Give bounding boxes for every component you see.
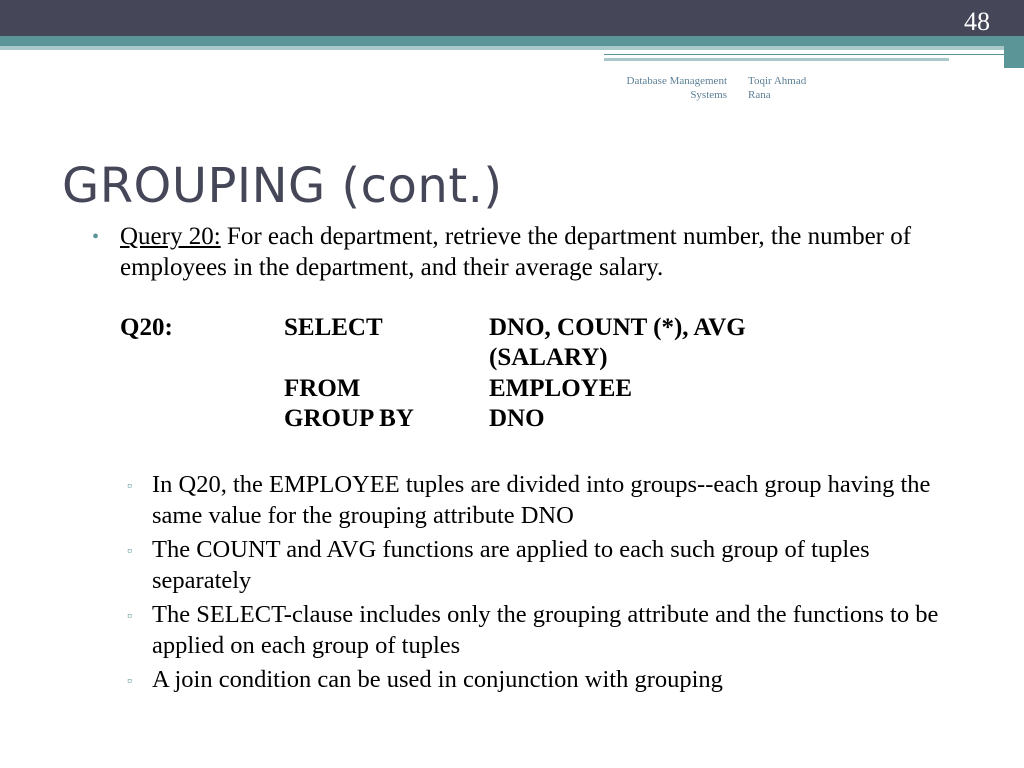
square-bullet-icon: ▫ xyxy=(127,479,132,494)
select-keyword: SELECT xyxy=(284,314,383,341)
sub-bullet-text: In Q20, the EMPLOYEE tuples are divided into groups--each group having the same value for the grouping attribute DNO xyxy=(152,471,931,529)
header-accent-stripe xyxy=(0,36,1024,46)
sub-bullet xyxy=(127,535,952,596)
groupby-value: DNO xyxy=(489,405,545,432)
square-bullet-icon: ▫ xyxy=(127,544,132,559)
slide-content xyxy=(92,222,952,700)
bullet-dot-icon: • xyxy=(92,226,100,248)
select-values: DNO, COUNT (*), AVG xyxy=(489,314,746,341)
from-value: EMPLOYEE xyxy=(489,375,633,402)
query-block xyxy=(92,313,952,435)
header-bar xyxy=(0,0,1024,36)
query-label: Query 20: xyxy=(120,223,221,250)
sub-bullet xyxy=(127,470,952,531)
query-id: Q20: xyxy=(120,314,173,341)
footer-author xyxy=(748,74,838,102)
groupby-keyword: GROUP BY xyxy=(284,405,414,432)
main-bullet xyxy=(92,222,952,283)
select-values-cont: (SALARY) xyxy=(489,344,608,371)
footer-rule-light xyxy=(604,58,949,61)
footer-course-line2: Systems xyxy=(690,89,727,101)
corner-accent xyxy=(1004,36,1024,68)
slide-title: GROUPING (cont.) xyxy=(62,158,503,214)
sub-bullet xyxy=(127,600,952,661)
sub-bullet-list xyxy=(92,470,952,696)
footer-author-line1: Toqir Ahmad xyxy=(748,75,807,87)
from-keyword: FROM xyxy=(284,375,361,402)
query-description: For each department, retrieve the department number, the number of employees in the department, and their average salary. xyxy=(120,223,912,281)
header-accent-stripe-light xyxy=(0,46,1024,50)
sub-bullet-text: The COUNT and AVG functions are applied to each such group of tuples separately xyxy=(152,536,870,594)
footer-rule xyxy=(604,54,1024,55)
square-bullet-icon: ▫ xyxy=(127,674,132,689)
footer-course xyxy=(604,74,727,102)
sub-bullet-text: The SELECT-clause includes only the grouping attribute and the functions to be applied on each group of tuples xyxy=(152,601,939,659)
footer-author-line2: Rana xyxy=(748,89,771,101)
footer-course-line1: Database Management xyxy=(626,75,727,87)
sub-bullet xyxy=(127,665,952,696)
sub-bullet-text: A join condition can be used in conjunction with grouping xyxy=(152,666,723,693)
square-bullet-icon: ▫ xyxy=(127,609,132,624)
slide-number: 48 xyxy=(964,7,990,36)
